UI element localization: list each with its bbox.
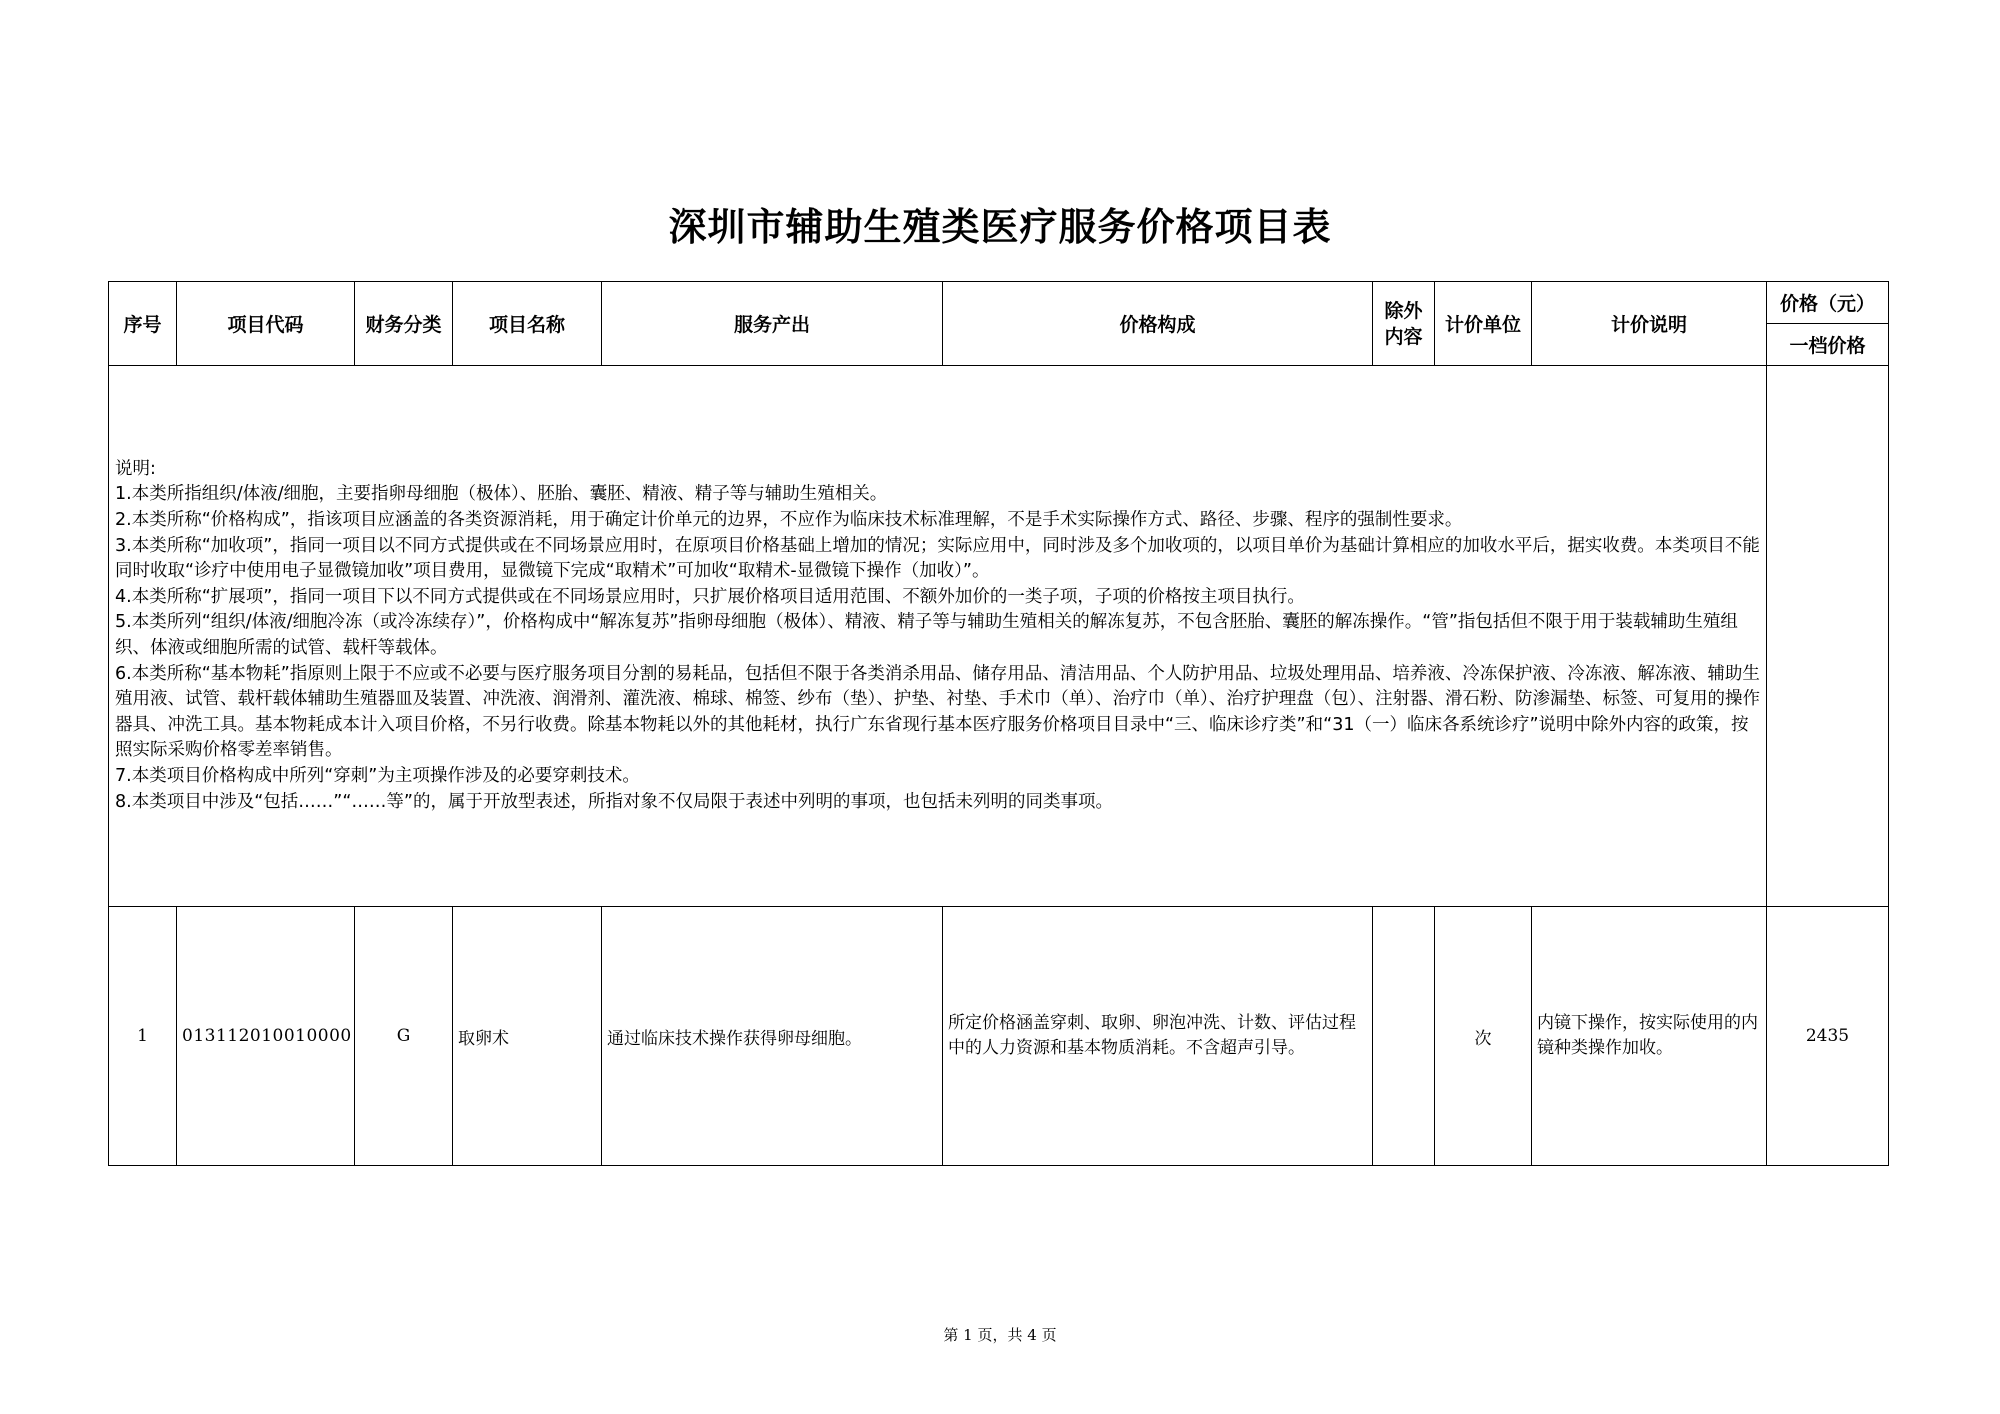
header-excluded-line2: 内容 [1384, 325, 1423, 348]
cell-name: 取卵术 [453, 907, 602, 1166]
header-price-tier: 一档价格 [1767, 324, 1889, 366]
header-price: 价格（元） [1767, 282, 1889, 324]
notes-price-cell [1767, 366, 1889, 907]
header-finance: 财务分类 [355, 282, 453, 366]
note-item: 8.本类项目中涉及“包括……”“……等”的，属于开放型表述，所指对象不仅局限于表述中列明的事项，也包括未列明的同类事项。 [115, 791, 1113, 812]
note-item: 3.本类所称“加收项”，指同一项目以不同方式提供或在不同场景应用时，在原项目价格基础上增加的情况；实际应用中，同时涉及多个加收项的，以项目单价为基础计算相应的加收水平后，据实收费。本类项目不能同时收取“诊疗中使用电子显微镜加收”项目费用，显微镜下完成“取精术”可加收“取精术-显微镜下操作（加收）”。 [115, 535, 1760, 582]
cell-unit: 次 [1435, 907, 1532, 1166]
note-item: 2.本类所称“价格构成”，指该项目应涵盖的各类资源消耗，用于确定计价单元的边界，不应作为临床技术标准理解，不是手术实际操作方式、路径、步骤、程序的强制性要求。 [115, 510, 1463, 531]
cell-code: 013112010010000 [177, 907, 355, 1166]
cell-excluded [1373, 907, 1435, 1166]
note-item: 5.本类所列“组织/体液/细胞冷冻（或冷冻续存）”，价格构成中“解冻复苏”指卵母细胞（极体）、精液、精子等与辅助生殖相关的解冻复苏，不包含胚胎、囊胚的解冻操作。“管”指包括但不限于用于装载辅助生殖组织、体液或细胞所需的试管、载杆等载体。 [115, 612, 1738, 658]
note-item: 6.本类所称“基本物耗”指原则上限于不应或不必要与医疗服务项目分割的易耗品，包括但不限于各类消杀用品、储存用品、清洁用品、个人防护用品、垃圾处理用品、培养液、冷冻保护液、冷冻液、解冻液、辅助生殖用液、试管、载杆载体辅助生殖器皿及装置、冲洗液、润滑剂、灌洗液、棉球、棉签、纱布（垫）、护垫、衬垫、手术巾（单）、治疗巾（单）、治疗护理盘（包）、注射器、滑石粉、防渗漏垫、标签、可复用的操作器具、冲洗工具。基本物耗成本计入项目价格，不另行收费。除基本物耗以外的其他耗材，执行广东省现行基本医疗服务价格项目目录中“三、临床诊疗类”和“31（一）临床各系统诊疗”说明中除外内容的政策，按照实际采购价格零差率销售。 [115, 663, 1760, 761]
cell-pricing-note: 内镜下操作，按实际使用的内镜种类操作加收。 [1532, 907, 1767, 1166]
cell-finance: G [355, 907, 453, 1166]
table-row [109, 907, 1889, 1166]
price-table [108, 281, 1889, 1166]
note-item: 1.本类所指组织/体液/细胞，主要指卵母细胞（极体）、胚胎、囊胚、精液、精子等与辅助生殖相关。 [115, 484, 888, 505]
header-name: 项目名称 [453, 282, 602, 366]
header-composition: 价格构成 [943, 282, 1373, 366]
notes-block [109, 457, 1766, 815]
notes-cell [109, 366, 1767, 907]
header-unit: 计价单位 [1435, 282, 1532, 366]
header-excluded-line1: 除外 [1384, 299, 1423, 322]
header-output: 服务产出 [602, 282, 943, 366]
cell-output: 通过临床技术操作获得卵母细胞。 [602, 907, 943, 1166]
page-title: 深圳市辅助生殖类医疗服务价格项目表 [668, 205, 1332, 249]
header-code: 项目代码 [177, 282, 355, 366]
note-item: 4.本类所称“扩展项”，指同一项目下以不同方式提供或在不同场景应用时，只扩展价格项目适用范围、不额外加价的一类子项，子项的价格按主项目执行。 [115, 586, 1305, 607]
header-seq: 序号 [109, 282, 177, 366]
header-excluded [1373, 282, 1435, 366]
note-item: 7.本类项目价格构成中所列“穿刺”为主项操作涉及的必要穿刺技术。 [115, 765, 640, 786]
cell-composition: 所定价格涵盖穿刺、取卵、卵泡冲洗、计数、评估过程中的人力资源和基本物质消耗。不含超声引导。 [943, 907, 1373, 1166]
note-heading: 说明: [115, 458, 156, 479]
page-footer: 第 1 页，共 4 页 [943, 1326, 1057, 1344]
cell-seq: 1 [109, 907, 177, 1166]
cell-price: 2435 [1767, 907, 1889, 1166]
header-pricing-note: 计价说明 [1532, 282, 1767, 366]
